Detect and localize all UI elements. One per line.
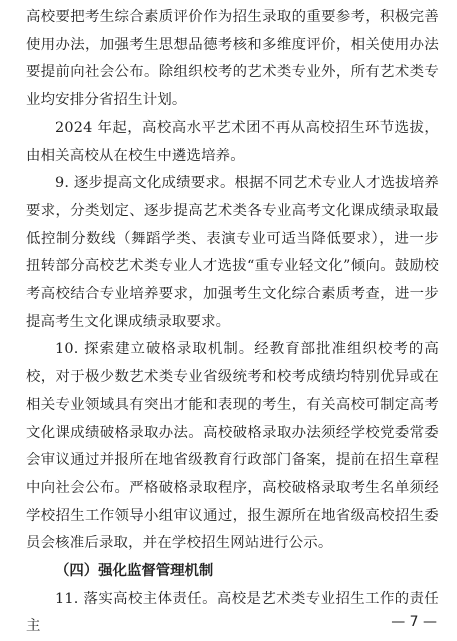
paragraph-art-troupe: 2024 年起，高校高水平艺术团不再从高校招生环节选拔，由相关高校从在校生中遴选培养。 bbox=[26, 119, 439, 164]
paragraph-item-9: 9. 逐步提高文化成绩要求。根据不同艺术专业人才选拔培养要求，分类划定、逐步提高艺术类各专业高考文化课成绩录取最低控制分数线（舞蹈学类、表演专业可适当降低要求），进一步扭转部分高校艺术类专业人才选拔“重专业轻文化”倾向。鼓励校考高校结合专业培养要求，加强考生文化综合素质考查，进一步提高考生文化课成绩录取要求。 bbox=[26, 175, 439, 330]
document-page bbox=[26, 4, 439, 641]
paragraph-item-11: 11. 落实高校主体责任。高校是艺术类专业招生工作的责任主 bbox=[26, 590, 439, 635]
paragraph-item-10: 10. 探索建立破格录取机制。经教育部批准组织校考的高校，对于极少数艺术类专业省级统考和校考成绩均特别优异或在相关专业领域具有突出才能和表现的考生，有关高校可制定高考文化课成绩破格录取办法。高校破格录取办法须经学校党委常委会审议通过并报所在地省级教育行政部门备案，提前在招生章程中向社会公布。严格破格录取程序，高校破格录取考生名单须经学校招生工作领导小组审议通过，报生源所在地省级高校招生委员会核准后录取，并在学校招生网站进行公示。 bbox=[26, 341, 439, 552]
paragraph-evaluation: 高校要把考生综合素质评价作为招生录取的重要参考，积极完善使用办法，加强考生思想品德考核和多维度评价，相关使用办法要提前向社会公布。除组织校考的艺术类专业外，所有艺术类专业均安排分省招生计划。 bbox=[26, 9, 439, 109]
page-number: — 7 — bbox=[391, 614, 437, 630]
section-heading: （四）强化监督管理机制 bbox=[55, 563, 214, 580]
